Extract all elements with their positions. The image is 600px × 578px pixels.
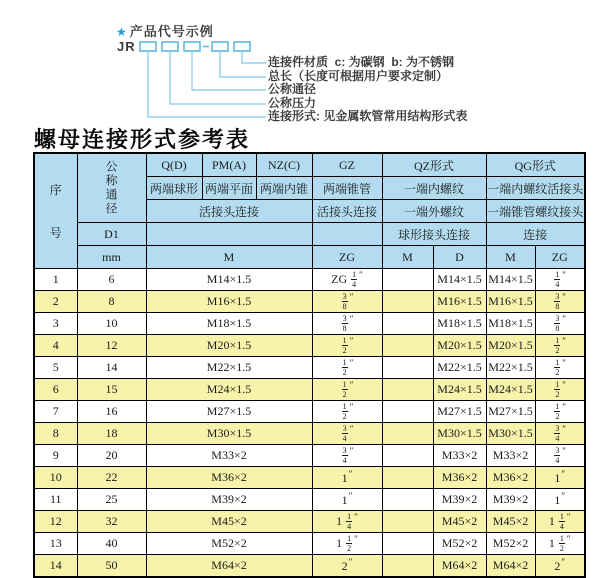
header-col-pm: PM(A) [202,153,256,177]
fraction-value: $\frac{1}{2}$ [347,533,352,553]
header-qg-m-label: M [486,246,535,269]
cell-seq: 11 [34,489,77,511]
cell-qg_m: M16×1.5 [486,291,535,313]
cell-qg_zg: $\frac{1}{2}$ ″ [535,401,585,423]
cell-m: M16×1.5 [146,291,312,313]
cell-mm: 50 [77,555,146,578]
cell-qz_d: M18×1.5 [433,313,486,335]
header-empty-union [146,223,312,246]
cell-qz_m [382,555,433,578]
product-code-heading-text: 产品代号示例 [129,24,214,39]
cell-seq: 2 [34,291,77,313]
header-qz-connection: 球形接头连接 [382,223,486,246]
cell-gz: $\frac{1}{2}$ ″ [312,335,382,357]
cell-seq: 9 [34,445,77,467]
cell-qg_m: M39×2 [486,489,535,511]
cell-mm: 14 [77,357,146,379]
cell-seq: 10 [34,467,77,489]
nut-connection-table [33,152,586,578]
cell-gz: $\frac{1}{2}$ ″ [312,357,382,379]
cell-m: M30×1.5 [146,423,312,445]
table-row [34,533,585,555]
code-box-4 [212,42,228,51]
fraction-value: $\frac{1}{2}$ [555,379,560,399]
cell-qg_zg: 1 $\frac{1}{2}$ ″ [535,533,585,555]
cell-qz_d: M45×2 [433,511,486,533]
cell-qz_m [382,357,433,379]
header-qg-connection: 连接 [486,223,585,246]
fraction-value: $\frac{1}{2}$ [342,401,347,421]
cell-mm: 25 [77,489,146,511]
cell-qz_m [382,511,433,533]
cell-qg_zg: 1″ [535,467,585,489]
header-col-gz: GZ [312,153,382,177]
cell-mm: 15 [77,379,146,401]
fraction-value: $\frac{3}{4}$ [555,423,560,443]
cell-m: M20×1.5 [146,335,312,357]
header-col-nz: NZ(C) [256,153,312,177]
cell-m: M27×1.5 [146,401,312,423]
cell-qg_zg: $\frac{1}{2}$ ″ [535,335,585,357]
cell-qg_zg: 2″ [535,555,585,578]
header-mm: mm [77,246,146,269]
header-col-qg: QG形式 [486,153,585,177]
cell-m: M18×1.5 [146,313,312,335]
cell-mm: 10 [77,313,146,335]
cell-qg_m: M14×1.5 [486,269,535,291]
header-col-qd: Q(D) [146,153,202,177]
table-row [34,467,585,489]
header-seq [34,153,77,269]
header-d1: D1 [77,223,146,246]
cell-qg_m: M22×1.5 [486,357,535,379]
cell-qz_d: M22×1.5 [433,357,486,379]
cell-qz_m [382,423,433,445]
cell-qg_zg: $\frac{3}{4}$ ″ [535,445,585,467]
fraction-value: $\frac{1}{2}$ [559,533,564,553]
cell-qg_zg: 1″ [535,489,585,511]
cell-mm: 6 [77,269,146,291]
cell-seq: 5 [34,357,77,379]
fraction-value: $\frac{1}{2}$ [555,335,560,355]
header-qz-desc2: 一端外螺纹 [382,200,486,223]
cell-mm: 16 [77,401,146,423]
fraction-value: $\frac{1}{2}$ [342,335,347,355]
cell-qg_m: M64×2 [486,555,535,578]
cell-qz_m [382,335,433,357]
header-union-connection: 活接头连接 [146,200,312,223]
cell-seq: 12 [34,511,77,533]
cell-qg_zg: $\frac{1}{2}$ ″ [535,379,585,401]
cell-qz_d: M16×1.5 [433,291,486,313]
fraction-value: $\frac{1}{4}$ [555,269,560,289]
cell-qz_m [382,269,433,291]
cell-seq: 14 [34,555,77,578]
fraction-value: $\frac{1}{2}$ [342,357,347,377]
table-row [34,379,585,401]
fraction-value: $\frac{1}{4}$ [347,511,352,531]
header-qz-d-label: D [433,246,486,269]
cell-m: M45×2 [146,511,312,533]
cell-mm: 20 [77,445,146,467]
cell-mm: 40 [77,533,146,555]
header-nz-desc: 两端内锥 [256,177,312,200]
connector-line-2 [220,51,266,77]
header-seq-char2: 号 [49,226,62,240]
table-row [34,291,585,313]
cell-qz_d: M14×1.5 [433,269,486,291]
cell-qg_zg: 1 $\frac{1}{4}$ ″ [535,511,585,533]
cell-gz: $\frac{3}{4}$ ″ [312,445,382,467]
fraction-value: $\frac{1}{2}$ [555,401,560,421]
code-box-3 [184,42,200,51]
product-code-heading [116,21,214,40]
cell-qz_d: M33×2 [433,445,486,467]
header-qg-desc2: 一端锥管螺纹接头 [486,200,585,223]
table-row [34,269,585,291]
fraction-value: $\frac{3}{8}$ [555,291,560,311]
connector-line-5 [148,51,266,117]
fraction-value: $\frac{1}{2}$ [342,379,347,399]
header-gz-desc: 两端锥管 [312,177,382,200]
code-box-1 [140,42,156,51]
code-label-material: 连接件材质 c: 为碳钢 b: 为不锈钢 [268,55,455,69]
cell-qz_m [382,467,433,489]
cell-qg_m: M36×2 [486,467,535,489]
cell-qz_m [382,401,433,423]
header-m-label: M [146,246,312,269]
fraction-value: $\frac{3}{4}$ [342,445,347,465]
cell-qg_m: M52×2 [486,533,535,555]
code-box-5 [234,42,250,51]
cell-gz: $\frac{3}{4}$ ″ [312,423,382,445]
table-row [34,313,585,335]
cell-qg_zg: $\frac{3}{4}$ ″ [535,423,585,445]
cell-qg_m: M45×2 [486,511,535,533]
cell-qg_m: M18×1.5 [486,313,535,335]
header-qg-zg-label: ZG [535,246,585,269]
cell-seq: 6 [34,379,77,401]
cell-m: M39×2 [146,489,312,511]
cell-m: M22×1.5 [146,357,312,379]
header-pm-desc: 两端平面 [202,177,256,200]
cell-seq: 4 [34,335,77,357]
cell-qz_m [382,291,433,313]
cell-gz: $\frac{3}{8}$ ″ [312,313,382,335]
cell-gz: 1″ [312,467,382,489]
cell-qg_m: M30×1.5 [486,423,535,445]
fraction-value: $\frac{3}{4}$ [555,445,560,465]
fraction-value: $\frac{1}{4}$ [352,269,357,289]
cell-qg_m: M24×1.5 [486,379,535,401]
cell-seq: 7 [34,401,77,423]
table-row [34,489,585,511]
fraction-value: $\frac{3}{8}$ [555,313,560,333]
code-labels [268,56,467,124]
cell-qg_m: M33×2 [486,445,535,467]
cell-m: M24×1.5 [146,379,312,401]
cell-qg_zg: $\frac{3}{8}$ ″ [535,313,585,335]
cell-qz_m [382,379,433,401]
cell-gz: 1 $\frac{1}{2}$ ″ [312,533,382,555]
cell-seq: 8 [34,423,77,445]
header-gz-connection: 活接头连接 [312,200,382,223]
code-box-2 [162,42,178,51]
cell-qz_d: M36×2 [433,467,486,489]
cell-seq: 1 [34,269,77,291]
table-row [34,335,585,357]
cell-mm: 12 [77,335,146,357]
table-row [34,423,585,445]
cell-qg_zg: $\frac{3}{8}$ ″ [535,291,585,313]
cell-qz_m [382,313,433,335]
cell-qg_m: M20×1.5 [486,335,535,357]
cell-qz_m [382,489,433,511]
cell-m: M33×2 [146,445,312,467]
product-code-prefix: JR [117,39,136,54]
cell-qz_m [382,445,433,467]
cell-m: M52×2 [146,533,312,555]
table-row [34,401,585,423]
cell-m: M14×1.5 [146,269,312,291]
code-label-total-length: 总长（长度可根据用户要求定制） [268,68,449,83]
header-empty-gz [312,223,382,246]
cell-qz_d: M27×1.5 [433,401,486,423]
cell-qz_d: M20×1.5 [433,335,486,357]
cell-qz_d: M30×1.5 [433,423,486,445]
cell-gz: 1″ [312,489,382,511]
cell-qz_d: M64×2 [433,555,486,578]
header-qd-desc: 两端球形 [146,177,202,200]
header-qg-desc1: 一端内螺纹活接头 [486,177,585,200]
cell-qg_m: M27×1.5 [486,401,535,423]
code-label-nominal-pressure: 公称压力 [268,95,317,110]
table-row [34,555,585,578]
fraction-value: $\frac{3}{4}$ [342,423,347,443]
table-title: 螺母连接形式参考表 [34,127,251,153]
header-nominal-diameter-text: 公称通径 [104,160,118,216]
cell-seq: 3 [34,313,77,335]
cell-gz: 2″ [312,555,382,578]
header-qz-m-label: M [382,246,433,269]
table-row [34,511,585,533]
cell-gz: $\frac{1}{2}$ ″ [312,379,382,401]
header-qz-desc1: 一端内螺纹 [382,177,486,200]
cell-qz_m [382,533,433,555]
fraction-value: $\frac{3}{8}$ [342,313,347,333]
cell-gz: ZG $\frac{1}{4}$ ″ [312,269,382,291]
cell-gz: $\frac{3}{8}$ ″ [312,291,382,313]
cell-qz_d: M52×2 [433,533,486,555]
cell-qz_d: M39×2 [433,489,486,511]
header-seq-char1: 序 [49,183,62,197]
cell-mm: 22 [77,467,146,489]
cell-seq: 13 [34,533,77,555]
code-label-connection-form: 连接形式: 见金属软管常用结构形式表 [268,109,468,123]
cell-gz: $\frac{1}{2}$ ″ [312,401,382,423]
header-col-qz: QZ形式 [382,153,486,177]
table-row [34,445,585,467]
header-zg-label: ZG [312,246,382,269]
cell-mm: 32 [77,511,146,533]
cell-gz: 1 $\frac{1}{4}$ ″ [312,511,382,533]
cell-mm: 8 [77,291,146,313]
fraction-value: $\frac{3}{8}$ [342,291,347,311]
cell-qz_d: M24×1.5 [433,379,486,401]
table-row [34,357,585,379]
connector-line-1 [242,51,266,63]
fraction-value: $\frac{1}{2}$ [555,357,560,377]
cell-qg_zg: $\frac{1}{2}$ ″ [535,357,585,379]
fraction-value: $\frac{1}{4}$ [559,511,564,531]
connector-line-3 [192,51,266,90]
cell-m: M36×2 [146,467,312,489]
code-label-nominal-diameter: 公称通径 [268,82,317,96]
cell-m: M64×2 [146,555,312,578]
cell-qg_zg: $\frac{1}{4}$ ″ [535,269,585,291]
header-nominal-diameter [77,153,146,223]
cell-mm: 18 [77,423,146,445]
star-icon: ★ [116,25,128,39]
